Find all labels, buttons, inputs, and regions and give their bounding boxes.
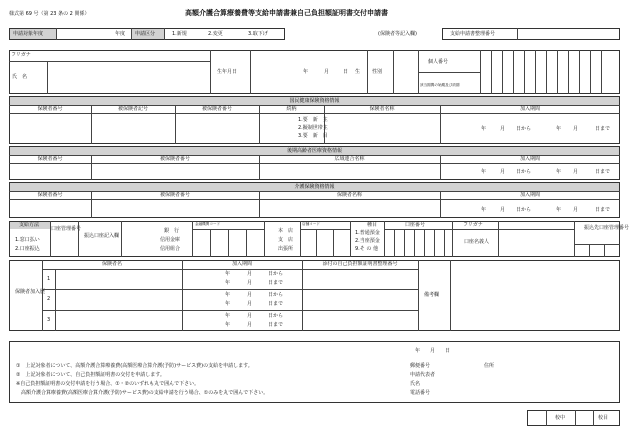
- form-title: 高額介護合算療養費等支給申請書兼自己負担額証明書交付申請書: [185, 9, 388, 17]
- transfer-label: 振込口座記入欄: [84, 233, 120, 239]
- kaigo-header: 介護保険資格情報: [294, 184, 335, 190]
- method-transfer[interactable]: 2.口座振込: [15, 246, 40, 252]
- apply-year-unit: 年度: [115, 31, 126, 37]
- members-side-label: 保険者加入歴: [15, 289, 46, 295]
- members-section: [9, 260, 620, 331]
- kokuho-header: 国民健康保険資格情報: [289, 98, 340, 104]
- notes-label: 備考欄: [424, 292, 440, 298]
- apply-type-cancel[interactable]: 3.取下げ: [248, 31, 268, 37]
- personal-number-label: 個人番号: [428, 59, 449, 65]
- footer-school: 校中: [555, 415, 566, 421]
- declaration-date: 年 月 日: [415, 348, 451, 354]
- method-window[interactable]: 1.窓口払い: [15, 237, 40, 243]
- personal-block: [9, 50, 620, 94]
- apply-year-label: 申請対象年度: [13, 31, 44, 37]
- app-number-label: 支給申請書整理番号: [450, 31, 496, 37]
- footer-end: 校目: [598, 415, 609, 421]
- apply-type-new[interactable]: 1.新規: [172, 31, 187, 37]
- koki-header: 後期高齢者医療資格情報: [286, 148, 342, 154]
- birth-label: 生年月日: [217, 69, 238, 75]
- insurer-note: (保険者等記入欄): [378, 31, 417, 37]
- gender-label: 性別: [372, 69, 383, 75]
- apply-type-change[interactable]: 2.変更: [208, 31, 223, 37]
- payment-method-label: 支給方法: [19, 222, 40, 228]
- apply-type-label: 申請区分: [135, 31, 156, 37]
- furigana-label: フリガナ: [11, 52, 31, 58]
- form-id: 様式第 69 号（第 23 条の 2 関係）: [9, 11, 90, 17]
- name-label: 氏 名: [12, 74, 28, 80]
